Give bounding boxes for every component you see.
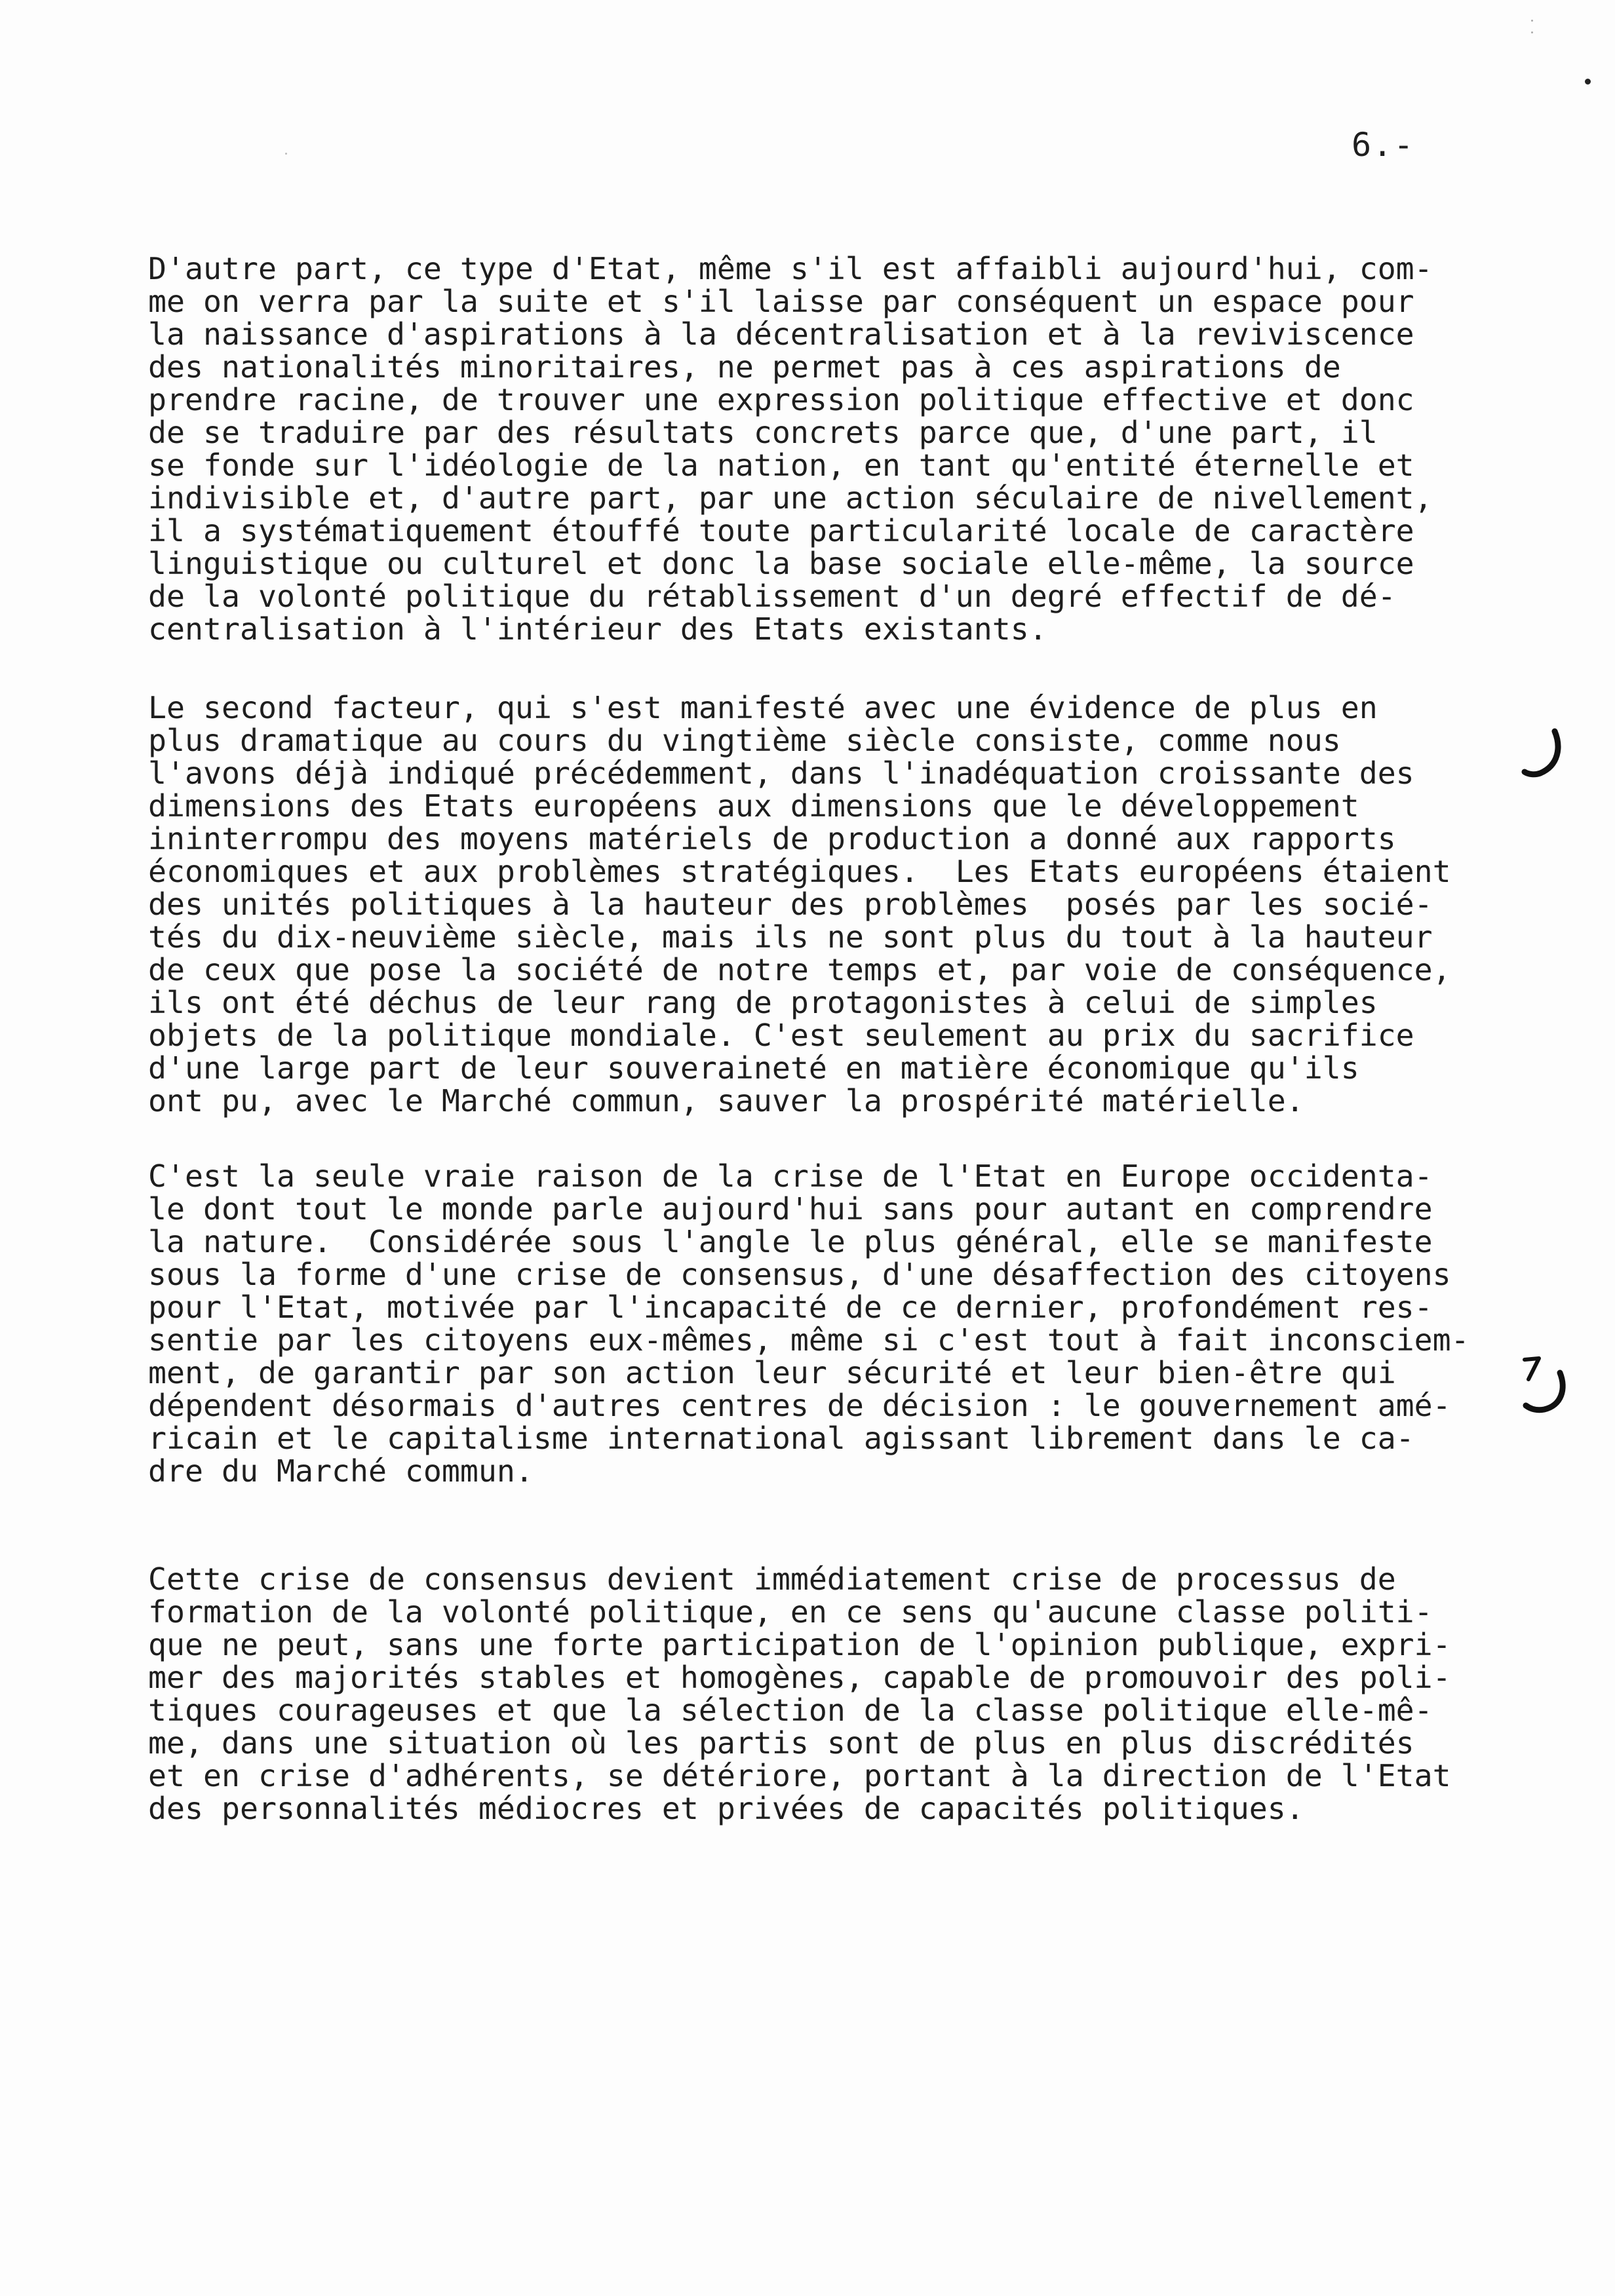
- paragraph-3: [148, 1160, 1551, 1487]
- text-line: me, dans une situation où les partis sont de plus en plus discrédités: [148, 1725, 1414, 1761]
- margin-annotation-mark: [1519, 1353, 1572, 1419]
- text-line: tiques courageuses et que la sélection de la classe politique elle-mê-: [148, 1693, 1433, 1728]
- text-line: le dont tout le monde parle aujourd'hui sans pour autant en comprendre: [148, 1191, 1433, 1227]
- text-line: plus dramatique au cours du vingtième siècle consiste, comme nous: [148, 723, 1341, 758]
- paragraph-2: [148, 691, 1551, 1117]
- text-line: de se traduire par des résultats concrets parce que, d'une part, il: [148, 415, 1378, 450]
- text-line: ment, de garantir par son action leur sécurité et leur bien-être qui: [148, 1355, 1396, 1390]
- text-line: que ne peut, sans une forte participation de l'opinion publique, expri-: [148, 1627, 1451, 1662]
- text-line: il a systématiquement étouffé toute particularité locale de caractère: [148, 513, 1414, 548]
- text-line: ils ont été déchus de leur rang de protagonistes à celui de simples: [148, 985, 1378, 1020]
- text-line: des personnalités médiocres et privées de capacités politiques.: [148, 1791, 1304, 1826]
- text-line: linguistique ou culturel et donc la base sociale elle-même, la source: [148, 546, 1414, 581]
- text-line: la nature. Considérée sous l'angle le plus général, elle se manifeste: [148, 1224, 1433, 1259]
- page-number: 6.-: [1352, 126, 1415, 164]
- text-line: économiques et aux problèmes stratégiques. Les Etats européens étaient: [148, 854, 1451, 889]
- text-line: ininterrompu des moyens matériels de production a donné aux rapports: [148, 821, 1396, 856]
- text-line: tés du dix-neuvième siècle, mais ils ne sont plus du tout à la hauteur: [148, 919, 1433, 955]
- text-line: de ceux que pose la société de notre temps et, par voie de conséquence,: [148, 952, 1451, 987]
- ink-speck: [285, 153, 287, 155]
- text-line: dépendent désormais d'autres centres de décision : le gouvernement amé-: [148, 1388, 1451, 1423]
- text-line: objets de la politique mondiale. C'est seulement au prix du sacrifice: [148, 1018, 1414, 1053]
- margin-annotation-mark: [1521, 727, 1566, 780]
- ink-speck: [1531, 20, 1533, 22]
- text-line: se fonde sur l'idéologie de la nation, en tant qu'entité éternelle et: [148, 448, 1414, 483]
- ink-speck: [1585, 79, 1591, 85]
- text-line: des nationalités minoritaires, ne permet pas à ces aspirations de: [148, 349, 1341, 385]
- text-line: formation de la volonté politique, en ce sens qu'aucune classe politi-: [148, 1594, 1433, 1630]
- text-line: mer des majorités stables et homogènes, capable de promouvoir des poli-: [148, 1660, 1451, 1695]
- text-line: ricain et le capitalisme international agissant librement dans le ca-: [148, 1421, 1414, 1456]
- text-line: Le second facteur, qui s'est manifesté avec une évidence de plus en: [148, 690, 1378, 725]
- text-line: me on verra par la suite et s'il laisse par conséquent un espace pour: [148, 284, 1414, 319]
- text-line: la naissance d'aspirations à la décentralisation et à la reviviscence: [148, 316, 1414, 352]
- text-line: des unités politiques à la hauteur des problèmes posés par les socié-: [148, 887, 1433, 922]
- text-line: Cette crise de consensus devient immédiatement crise de processus de: [148, 1561, 1396, 1597]
- text-line: d'une large part de leur souveraineté en matière économique qu'ils: [148, 1050, 1359, 1086]
- text-line: sous la forme d'une crise de consensus, d'une désaffection des citoyens: [148, 1257, 1451, 1292]
- paragraph-4: [148, 1563, 1551, 1825]
- text-line: et en crise d'adhérents, se détériore, portant à la direction de l'Etat: [148, 1758, 1451, 1793]
- ink-speck: [1531, 31, 1533, 33]
- text-line: indivisible et, d'autre part, par une action séculaire de nivellement,: [148, 480, 1433, 516]
- text-line: dre du Marché commun.: [148, 1453, 534, 1489]
- text-line: pour l'Etat, motivée par l'incapacité de ce dernier, profondément res-: [148, 1290, 1433, 1325]
- text-line: sentie par les citoyens eux-mêmes, même si c'est tout à fait inconsciem-: [148, 1322, 1469, 1358]
- text-line: C'est la seule vraie raison de la crise de l'Etat en Europe occidenta-: [148, 1158, 1433, 1194]
- text-line: ont pu, avec le Marché commun, sauver la prospérité matérielle.: [148, 1083, 1304, 1119]
- text-line: D'autre part, ce type d'Etat, même s'il est affaibli aujourd'hui, com-: [148, 251, 1433, 286]
- text-line: de la volonté politique du rétablissement d'un degré effectif de dé-: [148, 579, 1396, 614]
- text-line: prendre racine, de trouver une expression politique effective et donc: [148, 382, 1414, 417]
- text-line: centralisation à l'intérieur des Etats existants.: [148, 611, 1047, 647]
- text-line: l'avons déjà indiqué précédemment, dans l'inadéquation croissante des: [148, 756, 1414, 791]
- text-line: dimensions des Etats européens aux dimensions que le développement: [148, 788, 1359, 824]
- paragraph-1: [148, 252, 1551, 645]
